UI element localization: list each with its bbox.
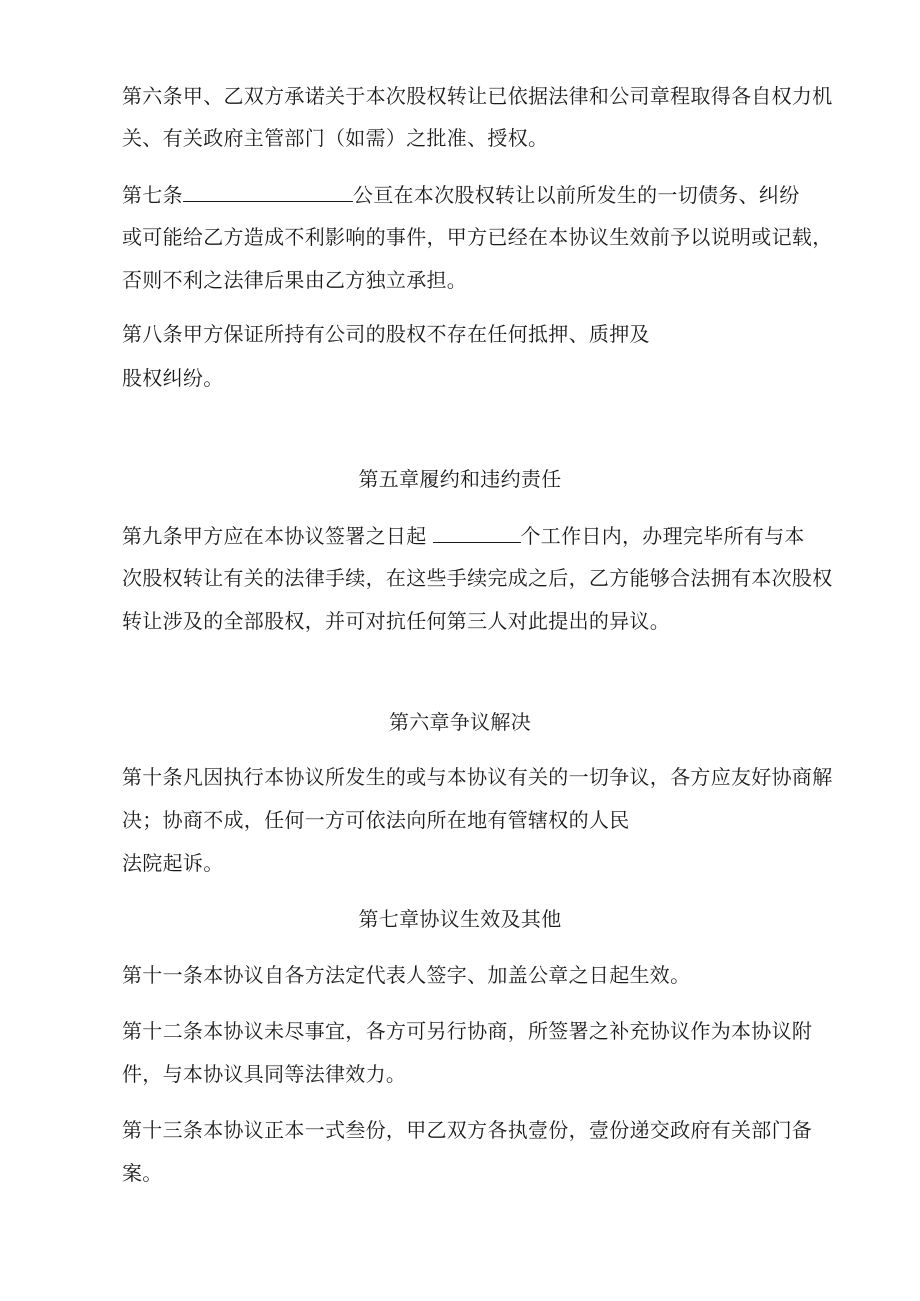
article-9-line-1 [122, 523, 805, 548]
article-10-line-1: 第十条凡因执行本协议所发生的或与本协议有关的一切争议，各方应友好协商解 [122, 765, 833, 789]
article-10-line-2: 决；协商不成，任何一方可依法向所在地有管辖权的人民 [122, 808, 630, 832]
chapter-5-heading: 第五章履约和违约责任 [358, 467, 562, 491]
article-7-line-1 [122, 182, 800, 207]
article-9-suffix: 个工作日内，办理完毕所有与本 [520, 524, 805, 548]
article-9-blank-field [433, 523, 521, 543]
article-9-line-2: 次股权转让有关的法律手续，在这些手续完成之后，乙方能够合法拥有本次股权 [122, 566, 833, 590]
article-7-line-2: 或可能给乙方造成不利影响的事件，甲方已经在本协议生效前予以说明或记载， [122, 225, 833, 249]
chapter-6-heading: 第六章争议解决 [388, 710, 532, 734]
article-7-line-3: 否则不利之法律后果由乙方独立承担。 [122, 268, 468, 292]
article-6-line-1: 第六条甲、乙双方承诺关于本次股权转让已依据法律和公司章程取得各自权力机 [122, 84, 833, 108]
article-13-line-1: 第十三条本协议正本一式叁份，甲乙双方各执壹份，壹份递交政府有关部门备 [122, 1118, 813, 1142]
article-10-line-3: 法院起诉。 [122, 851, 224, 875]
article-7-prefix: 第七条 [122, 183, 183, 207]
chapter-7-heading: 第七章协议生效及其他 [358, 907, 562, 931]
article-7-blank-field [183, 182, 353, 202]
article-9-line-3: 转让涉及的全部股权，并可对抗任何第三人对此提出的异议。 [122, 609, 671, 633]
article-13-line-2: 案。 [122, 1161, 163, 1185]
article-12-line-1: 第十二条本协议未尽事宜，各方可另行协商，所签署之补充协议作为本协议附 [122, 1019, 813, 1043]
article-6-line-2: 关、有关政府主管部门（如需）之批准、授权。 [122, 126, 549, 150]
article-11-line-1: 第十一条本协议自各方法定代表人签字、加盖公章之日起生效。 [122, 963, 691, 987]
article-8-line-1: 第八条甲方保证所持有公司的股权不存在任何抵押、质押及 [122, 322, 650, 346]
article-8-line-2: 股权纠纷。 [122, 366, 224, 390]
article-7-suffix: 公亘在本次股权转让以前所发生的一切债务、纠纷 [352, 183, 800, 207]
article-12-line-2: 件，与本协议具同等法律效力。 [122, 1062, 407, 1086]
article-9-prefix: 第九条甲方应在本协议签署之日起 [122, 524, 427, 548]
